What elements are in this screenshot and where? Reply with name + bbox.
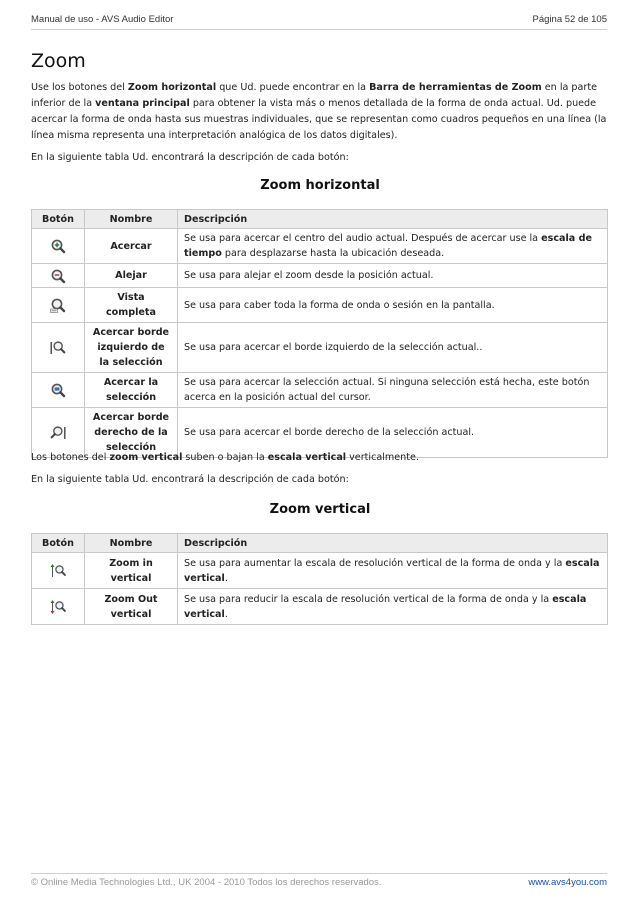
desc-bold: escala vertical [184, 593, 587, 620]
vertical-zoom-in-icon [50, 563, 66, 579]
intro-paragraph [31, 80, 609, 144]
row-name: Acercar la selección [85, 373, 178, 408]
table-row [32, 264, 608, 288]
intro-text-4: para obtener la vista más o menos detallada de la forma de onda actual. Ud. puede acercar la forma de onda hasta sus muestras individuales, que se representan como cuadros pequeños en una línea (la línea misma representa una interpretación analógica de los datos digitales). [31, 98, 607, 141]
intro-bold-3: ventana principal [95, 98, 190, 109]
row-name: Zoom Out vertical [85, 589, 178, 625]
column-header-description: Descripción [178, 210, 608, 229]
column-header-button: Botón [32, 534, 85, 553]
row-description [178, 229, 608, 264]
row-description: Se usa para acercar la selección actual. Si ninguna selección está hecha, este botón acerca en la posición actual del cursor. [178, 373, 608, 408]
zoom-in-icon [50, 238, 66, 254]
table-row [32, 288, 608, 323]
row-description: Se usa para caber toda la forma de onda o sesión en la pantalla. [178, 288, 608, 323]
footer-copyright: © Online Media Technologies Ltd., UK 2004 - 2010 Todos los derechos reservados. [31, 877, 382, 888]
header-doc-title: Manual de uso - AVS Audio Editor [31, 14, 174, 25]
button-cell [32, 373, 85, 408]
table-intro-horizontal: En la siguiente tabla Ud. encontrará la descripción de cada botón: [31, 152, 349, 163]
desc-text: Se usa para aumentar la escala de resolución vertical de la forma de onda y la [184, 557, 566, 569]
row-name: Acercar borde derecho de la selección [85, 408, 178, 458]
vintro-text-1: Los botones del [31, 452, 110, 463]
vertical-zoom-heading: Zoom vertical [269, 502, 371, 517]
zoom-full-icon [50, 297, 66, 313]
desc-text: . [224, 572, 228, 584]
intro-text-2: que Ud. puede encontrar en la [216, 82, 370, 93]
zoom-right-edge-icon [50, 425, 66, 441]
table-header-row [32, 210, 608, 229]
column-header-button: Botón [32, 210, 85, 229]
table-row [32, 373, 608, 408]
page-header [31, 14, 607, 28]
table-header-row [32, 534, 608, 553]
row-description [178, 589, 608, 625]
header-rule [31, 29, 607, 30]
vintro-text-3: verticalmente. [346, 452, 419, 463]
footer-rule [31, 873, 607, 874]
row-description: Se usa para acercar el borde izquierdo de la selección actual.. [178, 323, 608, 373]
row-name: Alejar [85, 264, 178, 288]
vintro-text-2: suben o bajan la [182, 452, 268, 463]
zoom-out-icon [50, 268, 66, 284]
desc-text: . [224, 608, 228, 620]
desc-text: Se usa para acercar el centro del audio actual. Después de acercar use la [184, 233, 542, 244]
vintro-bold-2: escala vertical [267, 452, 347, 463]
vertical-zoom-table [31, 533, 608, 625]
row-name: Acercar [85, 229, 178, 264]
intro-bold-1: Zoom horizontal [127, 82, 217, 93]
vintro-bold-1: zoom vertical [109, 452, 183, 463]
footer-website-link[interactable]: www.avs4you.com [528, 877, 607, 888]
desc-text: para desplazarse hasta la ubicación deseada. [221, 248, 445, 259]
table-row [32, 589, 608, 625]
row-description: Se usa para alejar el zoom desde la posición actual. [178, 264, 608, 288]
intro-text-1: Use los botones del [31, 82, 128, 93]
zoom-selection-icon [50, 382, 66, 398]
horizontal-zoom-table [31, 209, 608, 458]
column-header-name: Nombre [85, 210, 178, 229]
intro-bold-2: Barra de herramientas de Zoom [369, 82, 542, 93]
button-cell [32, 553, 85, 589]
button-cell [32, 288, 85, 323]
button-cell [32, 264, 85, 288]
row-description: Se usa para acercar el borde derecho de la selección actual. [178, 408, 608, 458]
page-title: Zoom [31, 50, 86, 72]
table-row [32, 553, 608, 589]
row-description [178, 553, 608, 589]
column-header-name: Nombre [85, 534, 178, 553]
header-page-number: Página 52 de 105 [532, 14, 607, 25]
desc-text: Se usa para reducir la escala de resolución vertical de la forma de onda y la [184, 593, 553, 605]
row-name: Zoom in vertical [85, 553, 178, 589]
vertical-intro-paragraph [31, 450, 609, 466]
button-cell [32, 589, 85, 625]
desc-bold: escala vertical [184, 557, 600, 584]
vertical-zoom-out-icon [50, 599, 66, 615]
table-intro-vertical: En la siguiente tabla Ud. encontrará la descripción de cada botón: [31, 474, 349, 485]
table-row [32, 323, 608, 373]
horizontal-zoom-heading: Zoom horizontal [260, 178, 380, 193]
table-row [32, 229, 608, 264]
row-name: Vista completa [85, 288, 178, 323]
column-header-description: Descripción [178, 534, 608, 553]
desc-bold: escala de tiempo [184, 233, 592, 259]
button-cell [32, 229, 85, 264]
zoom-left-edge-icon [50, 340, 66, 356]
intro-text-3: en la parte inferior de la [31, 82, 597, 109]
row-name: Acercar borde izquierdo de la selección [85, 323, 178, 373]
button-cell [32, 323, 85, 373]
